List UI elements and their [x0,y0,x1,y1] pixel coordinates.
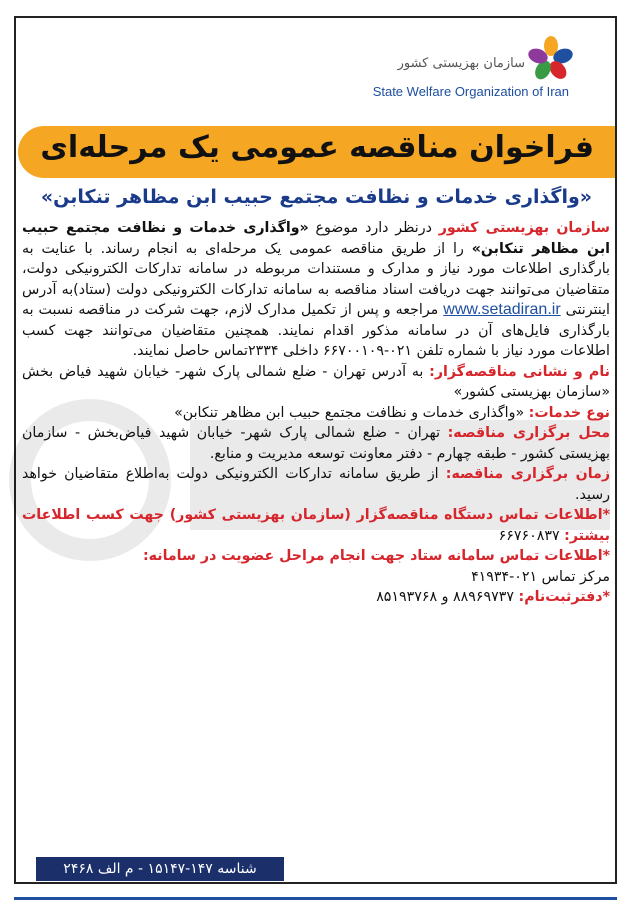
subject-inline: «واگذاری خدمات و نظافت مجتمع حبیب ابن مظاهر تنکابن» [22,220,611,257]
contact-organizer: *اطلاعات تماس دستگاه مناقصه‌گزار (سازمان بهزیستی کشور) جهت کسب اطلاعات بیشتر: ۶۶۷۶۰۸۳۷ [22,507,610,544]
flower-logo-icon [529,36,573,80]
registration-office: *دفترثبت‌نام: ۸۸۹۶۹۷۳۷ و ۸۵۱۹۳۷۶۸ [376,589,610,605]
bottom-divider [14,897,617,900]
setad-link[interactable]: www.setadiran.ir [443,301,561,318]
contact-setad: *اطلاعات تماس سامانه ستاد جهت انجام مراحل عضویت در سامانه: مرکز تماس ۰۲۱-۴۱۹۳۴ [142,548,610,585]
notice-body [22,218,610,608]
item-organizer: نام و نشانی مناقصه‌گزار: به آدرس تهران - ضلع شمالی پارک شهر- خیابان شهید فیاض بخش «سازمان بهزیستی کشور» [22,363,610,400]
item-time: زمان برگزاری مناقصه: از طریق سامانه تدارکات الکترونیکی دولت به‌اطلاع متقاضیان خواهد رسید. [22,466,611,503]
item-venue: محل برگزاری مناقصه: تهران - ضلع شمالی پارک شهر- خیابان شهید فیاض‌بخش - سازمان بهزیستی کشور - طبقه چهارم - دفتر معاونت توسعه مدیریت و منابع. [22,425,610,462]
notice-id-badge: شناسه ۱۴۷-۱۵۱۴۷ - م الف ۲۴۶۸ [36,857,284,881]
org-name: سازمان بهزیستی کشور [438,220,610,236]
intro-paragraph: سازمان بهزیستی کشور درنظر دارد موضوع «واگذاری خدمات و نظافت مجتمع حبیب ابن مظاهر تنکابن» را از طریق مناقصه عمومی یک مرحله‌ای به انجام رساند. با عنایت به بارگذاری اطلاعات مورد نیاز و مدارک و مستندات مربوطه در سامانه تدارکات الکترونیکی دولت، متقاضیان می‌توانند جهت دریافت اسناد مناقصه به سامانه تدارکات الکترونیکی دولت (ستاد)به آدرس اینترنتی www.setadiran.ir مراجعه و پس از تکمیل مدارک لازم، جهت شرکت در مناقصه نسبت به بارگذاری فایل‌های آن در سامانه مذکور اقدام نمایند. همچنین متقاضیان می‌توانند جهت کسب اطلاعات مورد نیاز با شماره تلفن ۰۲۱-۶۶۷۰۰۱۰۹ داخلی ۲۳۳۴تماس حاصل نمایند. [22,220,611,359]
tender-subject: «واگذاری خدمات و نظافت مجتمع حبیب ابن مظاهر تنکابن» [40,186,593,208]
item-service-type: نوع خدمات: «واگذاری خدمات و نظافت مجتمع حبیب ابن مظاهر تنکابن» [174,404,610,421]
organization-logo [353,36,573,126]
page-title: فراخوان مناقصه عمومی یک مرحله‌ای [40,130,594,165]
logo-name-en: State Welfare Organization of Iran [372,84,569,99]
logo-name-fa: سازمان بهزیستی کشور [397,56,525,71]
